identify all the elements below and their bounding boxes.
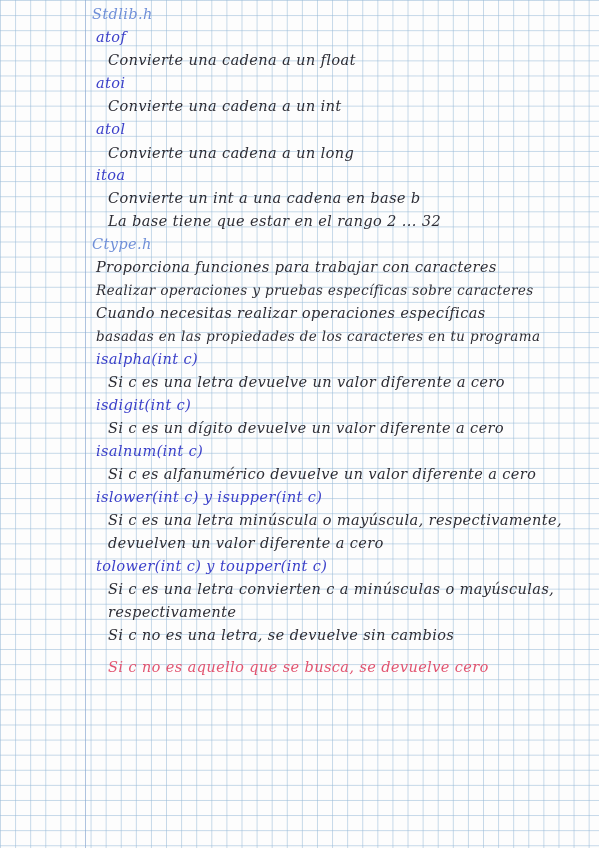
ctype-description-3: Cuando necesitas realizar operaciones específicas (96, 306, 486, 322)
description-atoi: Convierte una cadena a un int (108, 99, 342, 115)
function-name-atol: atol (96, 122, 126, 138)
function-name-tolower-toupper: tolower(int c) y toupper(int c) (96, 559, 328, 575)
section-heading-stdlib: Stdlib.h (92, 7, 153, 23)
ctype-description-4: basadas en las propiedades de los caracteres en tu programa (96, 329, 541, 345)
description-islower-isupper-2: devuelven un valor diferente a cero (108, 536, 384, 552)
section-heading-ctype: Ctype.h (92, 237, 152, 253)
description-tolower-toupper-2: respectivamente (108, 605, 237, 621)
description-itoa-range: La base tiene que estar en el rango 2 ... 32 (108, 214, 442, 230)
description-isdigit: Si c es un dígito devuelve un valor diferente a cero (108, 421, 505, 437)
function-name-isalpha: isalpha(int c) (96, 352, 199, 368)
description-tolower-toupper-3: Si c no es una letra, se devuelve sin cambios (108, 628, 455, 644)
function-name-isalnum: isalnum(int c) (96, 444, 204, 460)
ctype-description-1: Proporciona funciones para trabajar con caracteres (96, 260, 497, 276)
description-islower-isupper-1: Si c es una letra minúscula o mayúscula, respectivamente, (108, 513, 562, 529)
function-name-isdigit: isdigit(int c) (96, 398, 192, 414)
description-atol: Convierte una cadena a un long (108, 146, 355, 162)
note-return-zero: Si c no es aquello que se busca, se devuelve cero (108, 660, 489, 676)
description-tolower-toupper-1: Si c es una letra convierten c a minúsculas o mayúsculas, (108, 582, 555, 598)
description-isalpha: Si c es una letra devuelve un valor diferente a cero (108, 375, 505, 391)
description-isalnum: Si c es alfanumérico devuelve un valor diferente a cero (108, 467, 537, 483)
function-name-atof: atof (96, 30, 127, 46)
description-itoa: Convierte un int a una cadena en base b (108, 191, 421, 207)
ctype-description-2: Realizar operaciones y pruebas específicas sobre caracteres (96, 283, 534, 299)
function-name-atoi: atoi (96, 76, 126, 92)
function-name-itoa: itoa (96, 168, 126, 184)
description-atof: Convierte una cadena a un float (108, 53, 356, 69)
function-name-islower-isupper: islower(int c) y isupper(int c) (96, 490, 323, 506)
